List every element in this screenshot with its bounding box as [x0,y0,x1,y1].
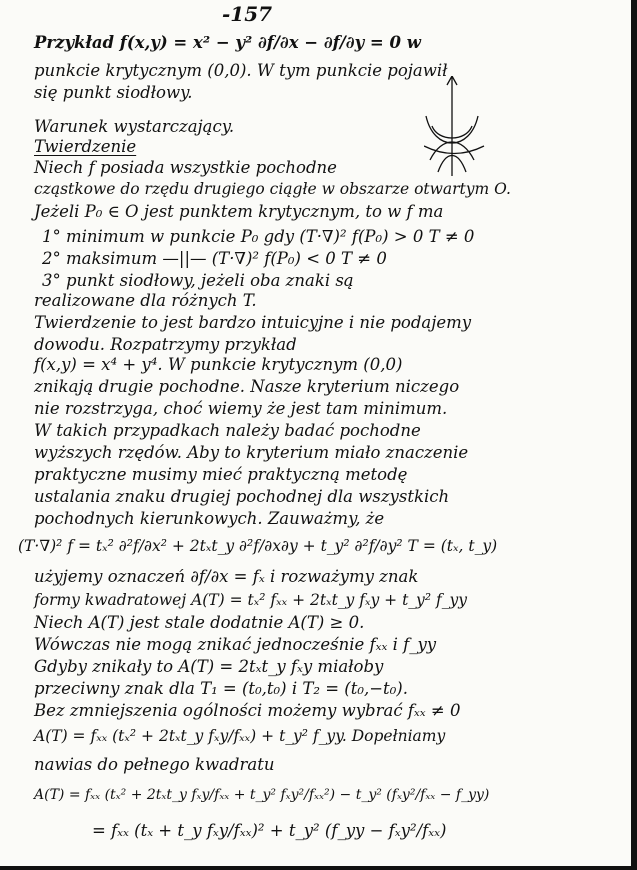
text-line-29: przeciwny znak dla T₁ = (t₀,t₀) i T₂ = (t₀,−t₀). [34,679,408,698]
directional-derivative-formula: (T·∇)² f = tₓ² ∂²f/∂x² + 2tₓt_y ∂²f/∂x∂y + t_y² ∂²f/∂y² T = (tₓ, t_y) [18,537,498,555]
text-line-18: W takich przypadkach należy badać pochodne [34,421,421,440]
text-line-12: realizowane dla różnych T. [34,291,257,310]
text-line-8: Jeżeli P₀ ∈ O jest punktem krytycznym, to w f ma [34,202,444,221]
formula-line-34: = fₓₓ (tₓ + t_y fₓy/fₓₓ)² + t_y² (f_yy − fₓy²/fₓₓ) [92,821,447,840]
section-heading: Twierdzenie [34,137,137,156]
text-line-27: Wówczas nie mogą znikać jednocześnie fₓₓ i f_yy [34,635,437,654]
text-line-19: wyższych rzędów. Aby to kryterium miało znaczenie [34,443,469,462]
page-number: -157 [222,2,273,26]
text-line-22: pochodnych kierunkowych. Zauważmy, że [34,509,385,528]
text-line-4: Warunek wystarczający. [34,117,235,136]
quadratic-form-formula: formy kwadratowej A(T) = tₓ² fₓₓ + 2tₓt_y fₓy + t_y² f_yy [34,591,467,609]
text-line-7: cząstkowe do rzędu drugiego ciągłe w obszarze otwartym O. [34,180,511,198]
sketch-curve-3 [424,146,484,154]
text-line-3: się punkt siodłowy. [34,83,193,102]
text-line-6: Niech f posiada wszystkie pochodne [34,158,337,177]
text-line-2: punkcie krytycznym (0,0). W tym punkcie pojawił [34,61,448,80]
text-line-16: znikają drugie pochodne. Nasze kryterium niczego [34,377,460,396]
text-line-26: Niech A(T) jest stale dodatnie A(T) ≥ 0. [34,613,365,632]
condition-saddle: 3° punkt siodłowy, jeżeli oba znaki są [42,271,354,290]
text-line-32: nawias do pełnego kwadratu [34,755,275,774]
formula-line-31: A(T) = fₓₓ (tₓ² + 2tₓt_y fₓy/fₓₓ) + t_y² f_yy. Dopełniamy [34,727,446,745]
saddle-surface-sketch [424,76,604,186]
text-line-13: Twierdzenie to jest bardzo intuicyjne i nie podajemy [34,313,472,332]
formula-line-33: A(T) = fₓₓ (tₓ² + 2tₓt_y fₓy/fₓₓ + t_y² fₓy²/fₓₓ²) − t_y² (fₓy²/fₓₓ − f_yy) [34,787,490,803]
text-line-20: praktyczne musimy mieć praktyczną metodę [34,465,408,484]
text-line-17: nie rozstrzyga, choć wiemy że jest tam minimum. [34,399,448,418]
condition-minimum: 1° minimum w punkcie P₀ gdy (T·∇)² f(P₀) > 0 T ≠ 0 [42,227,475,246]
text-line-24: użyjemy oznaczeń ∂f/∂x = fₓ i rozważymy znak [34,567,419,586]
text-line-28: Gdyby znikały to A(T) = 2tₓt_y fₓy miałoby [34,657,384,676]
text-line-30: Bez zmniejszenia ogólności możemy wybrać fₓₓ ≠ 0 [34,701,461,720]
text-line-14: dowodu. Rozpatrzymy przykład [34,335,297,354]
text-line-1: Przykład f(x,y) = x² − y² ∂f/∂x − ∂f/∂y = 0 w [34,33,421,52]
text-line-15: f(x,y) = x⁴ + y⁴. W punkcie krytycznym (0,0) [34,355,403,374]
condition-maximum: 2° maksimum —||— (T·∇)² f(P₀) < 0 T ≠ 0 [42,249,387,268]
text-line-21: ustalania znaku drugiej pochodnej dla wszystkich [34,487,450,506]
